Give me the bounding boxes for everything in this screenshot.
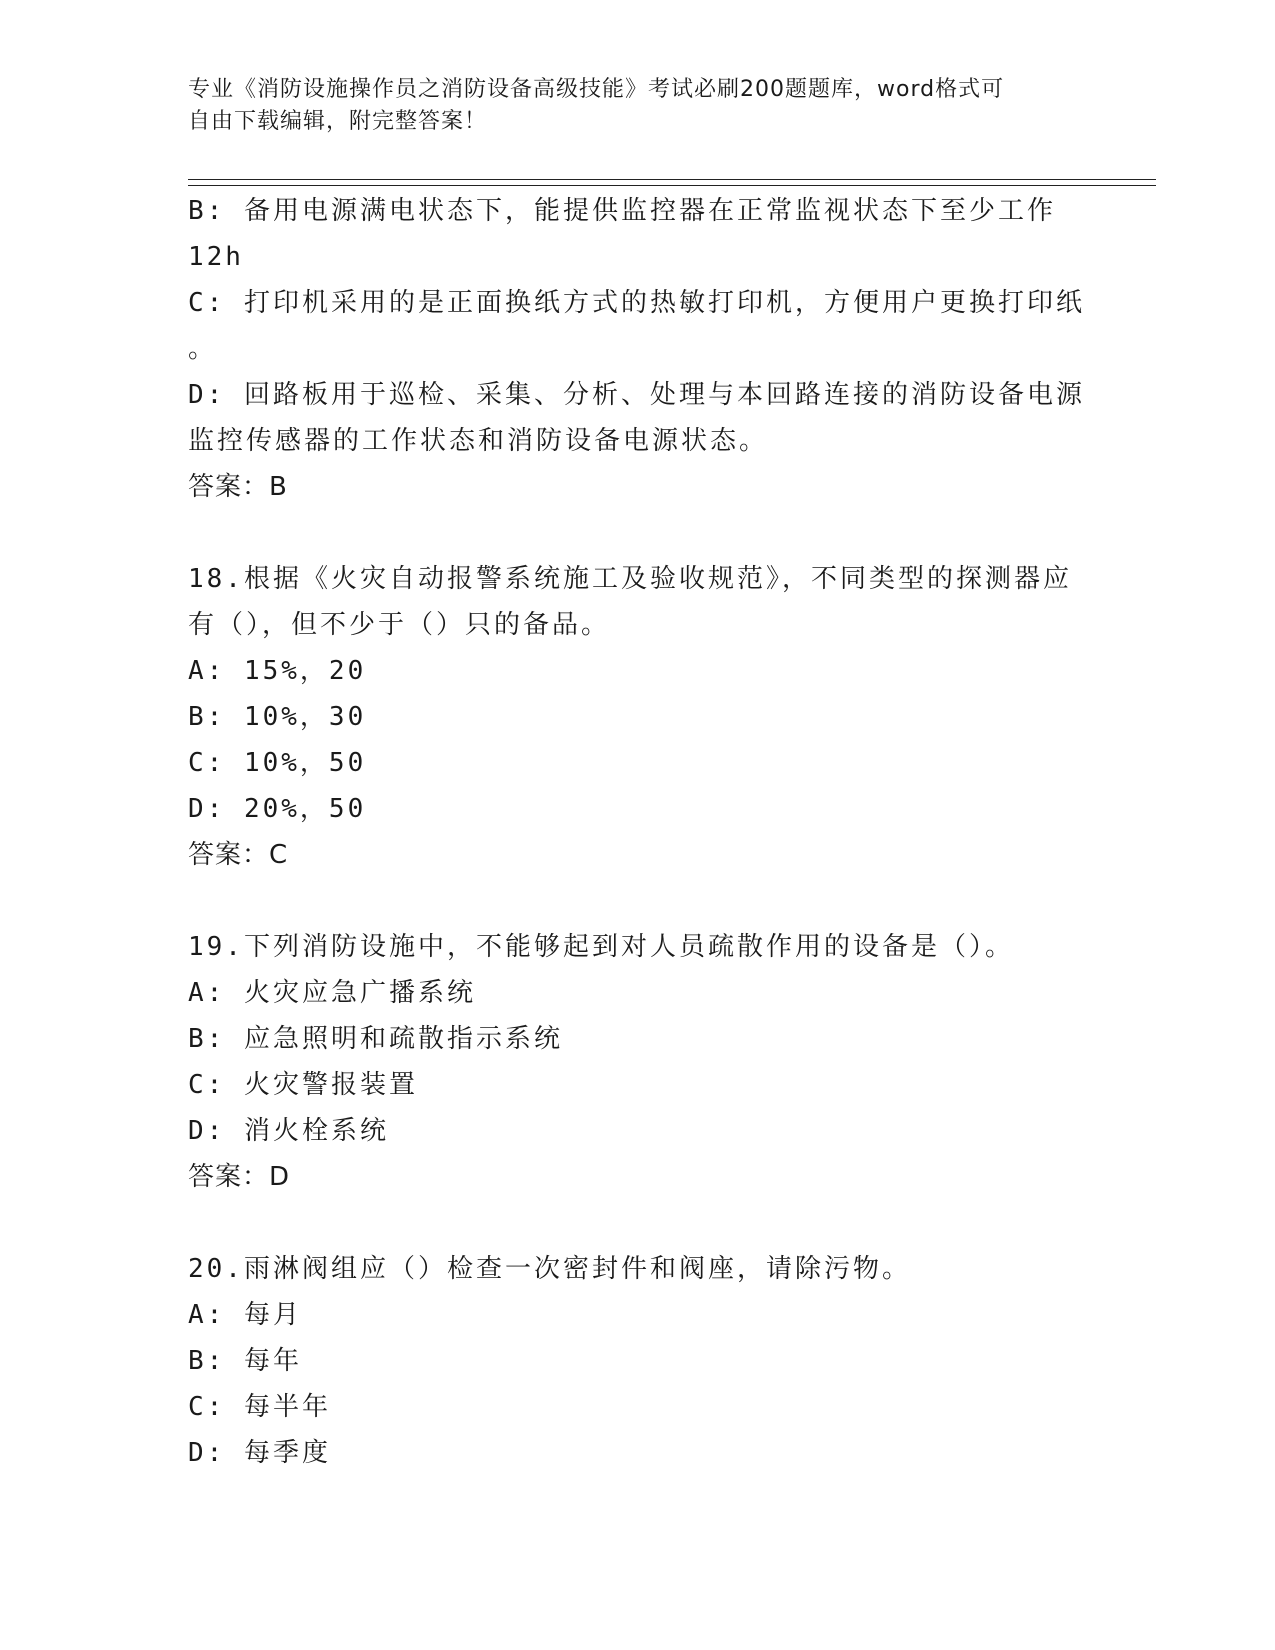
option-b: B: 每年 (188, 1346, 302, 1376)
header-divider-bottom (188, 185, 1156, 186)
option-b: B: 10%，30 (188, 702, 367, 732)
question-17 (188, 188, 1088, 510)
question-18 (188, 556, 1088, 878)
option-a: A: 每月 (188, 1300, 302, 1330)
option-d-line-2: 监控传感器的工作状态和消防设备电源状态。 (188, 426, 769, 456)
option-a: A: 15%，20 (188, 656, 367, 686)
option-b-line-2: 12h (188, 242, 244, 272)
question-spacer (188, 1200, 1088, 1246)
header-title-line-1: 专业《消防设施操作员之消防设备高级技能》考试必刷200题题库，word格式可 (188, 77, 1005, 102)
header-divider-top (188, 179, 1156, 180)
header-title-line-2: 自由下载编辑，附完整答案！ (188, 109, 488, 134)
option-c: C: 10%，50 (188, 748, 367, 778)
question-stem: 20.雨淋阀组应（）检查一次密封件和阀座，请除污物。 (188, 1254, 911, 1284)
answer-17: 答案：B (188, 472, 288, 502)
question-19 (188, 924, 1088, 1200)
answer-19: 答案：D (188, 1162, 291, 1192)
option-d: D: 每季度 (188, 1438, 331, 1468)
option-b-line-1: B: 备用电源满电状态下，能提供监控器在正常监视状态下至少工作 (188, 196, 1056, 226)
question-spacer (188, 510, 1088, 556)
option-a: A: 火灾应急广播系统 (188, 978, 476, 1008)
question-list (188, 188, 1088, 1476)
question-stem-line-1: 18.根据《火灾自动报警系统施工及验收规范》，不同类型的探测器应 (188, 564, 1072, 594)
answer-18: 答案：C (188, 840, 289, 870)
option-d-line-1: D: 回路板用于巡检、采集、分析、处理与本回路连接的消防设备电源 (188, 380, 1085, 410)
question-stem-line-2: 有（），但不少于（）只的备品。 (188, 610, 611, 640)
question-20 (188, 1246, 1088, 1476)
page-header (188, 74, 1088, 138)
option-b: B: 应急照明和疏散指示系统 (188, 1024, 563, 1054)
option-d: D: 消火栓系统 (188, 1116, 389, 1146)
question-stem: 19.下列消防设施中，不能够起到对人员疏散作用的设备是（）。 (188, 932, 1014, 962)
question-spacer (188, 878, 1088, 924)
option-c: C: 每半年 (188, 1392, 331, 1422)
option-c-line-2: 。 (188, 334, 218, 364)
option-d: D: 20%，50 (188, 794, 367, 824)
option-c-line-1: C: 打印机采用的是正面换纸方式的热敏打印机，方便用户更换打印纸 (188, 288, 1085, 318)
option-c: C: 火灾警报装置 (188, 1070, 418, 1100)
